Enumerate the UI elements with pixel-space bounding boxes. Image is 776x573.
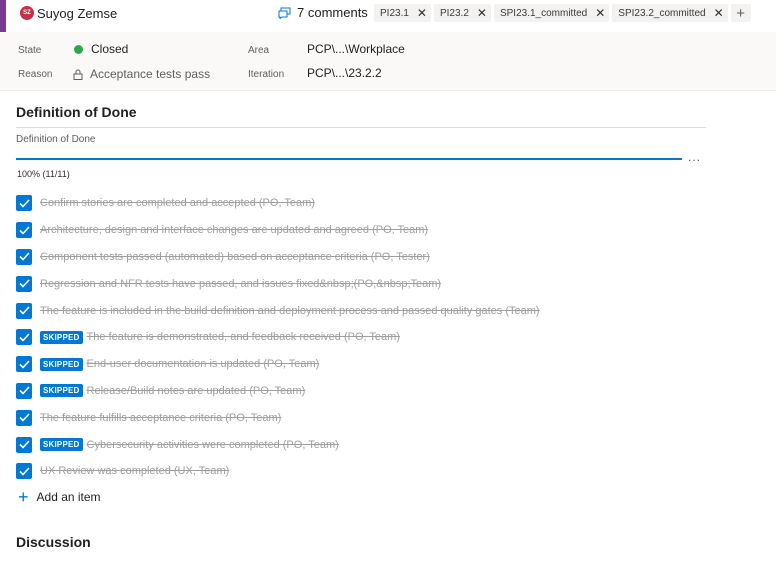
tag[interactable]: [612, 4, 727, 22]
checkmark-icon: [19, 360, 30, 369]
checkmark-icon: [19, 252, 30, 261]
comments-count: 7 comments: [297, 5, 368, 20]
checklist-item: [16, 378, 540, 405]
state-label: State: [18, 45, 42, 56]
state-value: Closed: [91, 42, 129, 56]
iteration-value: PCP\...\23.2.2: [307, 66, 382, 80]
lock-icon: [73, 69, 83, 80]
checklist-checkbox[interactable]: [16, 356, 32, 372]
state-status-icon: [74, 45, 83, 54]
section-title[interactable]: Definition of Done: [16, 104, 137, 120]
checkmark-icon: [19, 306, 30, 315]
checklist-checkbox[interactable]: [16, 437, 32, 453]
progress-text: 100% (11/11): [17, 169, 70, 179]
checklist-item: [16, 404, 540, 431]
discussion-title: Discussion: [16, 534, 91, 550]
tag[interactable]: [374, 4, 431, 22]
remove-tag-icon[interactable]: ✕: [476, 6, 487, 20]
checkmark-icon: [19, 226, 30, 235]
checklist-item-text[interactable]: Regression and NFR tests have passed, and issues fixed&nbsp;(PO,&nbsp;Team): [40, 277, 442, 290]
checklist-checkbox[interactable]: [16, 303, 32, 319]
comments-link[interactable]: [278, 5, 368, 20]
iteration-label: Iteration: [248, 69, 285, 80]
tag-label: PI23.1: [380, 7, 409, 19]
more-options-icon[interactable]: ...: [688, 150, 702, 164]
checklist-checkbox[interactable]: [16, 410, 32, 426]
add-tag-button[interactable]: [731, 4, 751, 22]
checklist-item-text[interactable]: UX Review was completed (UX, Team): [40, 465, 230, 478]
tag[interactable]: [494, 4, 609, 22]
progress-bar-fill: [16, 158, 682, 160]
reason-value: Acceptance tests pass: [90, 67, 211, 81]
checklist-item: [16, 270, 540, 297]
reason-field: [73, 67, 210, 81]
section-divider: [16, 127, 706, 128]
checklist-checkbox[interactable]: [16, 222, 32, 238]
checklist-checkbox[interactable]: [16, 195, 32, 211]
checkmark-icon: [19, 199, 30, 208]
checklist-item-text[interactable]: Architecture, design and interface changes are updated and agreed (PO, Team): [40, 224, 429, 237]
checklist-item-text[interactable]: Release/Build notes are updated (PO, Team): [86, 384, 306, 397]
checklist-item: [16, 244, 540, 271]
work-item-header: [0, 0, 776, 32]
checklist-item-text[interactable]: End-user documentation is updated (PO, Team): [86, 358, 320, 371]
checklist-checkbox[interactable]: [16, 463, 32, 479]
checklist-item: [16, 351, 540, 378]
area-field[interactable]: [307, 42, 405, 56]
skipped-badge: SKIPPED: [40, 384, 83, 397]
checkmark-icon: [19, 386, 30, 395]
plus-icon: +: [18, 487, 29, 507]
state-dropdown[interactable]: [74, 42, 128, 56]
work-item-fields: [0, 32, 776, 91]
checkmark-icon: [19, 333, 30, 342]
skipped-badge: SKIPPED: [40, 438, 83, 451]
tag-label: SPI23.1_committed: [499, 7, 588, 19]
checklist-item: [16, 431, 540, 458]
checklist-item-text[interactable]: The feature fulfills acceptance criteria (PO, Team): [40, 411, 282, 424]
area-value: PCP\...\Workplace: [307, 42, 405, 56]
tag-label: PI23.2: [439, 7, 469, 19]
add-item-button[interactable]: [18, 487, 101, 507]
checklist-item-text[interactable]: Confirm stories are completed and accepted (PO, Team): [40, 197, 315, 210]
checklist-checkbox[interactable]: [16, 276, 32, 292]
remove-tag-icon[interactable]: ✕: [595, 6, 606, 20]
skipped-badge: SKIPPED: [40, 331, 83, 344]
tag-label: SPI23.2_committed: [618, 7, 706, 19]
tag[interactable]: [434, 4, 491, 22]
checkmark-icon: [19, 413, 30, 422]
checklist-checkbox[interactable]: [16, 249, 32, 265]
checklist-item: [16, 297, 540, 324]
checklist-title: Definition of Done: [16, 134, 96, 145]
checkmark-icon: [19, 467, 30, 476]
add-item-label: Add an item: [36, 490, 101, 504]
checklist-item: [16, 324, 540, 351]
comment-icon: [278, 7, 291, 19]
checklist-item-text[interactable]: The feature is demonstrated, and feedback received (PO, Team): [86, 331, 400, 344]
checklist-checkbox[interactable]: [16, 383, 32, 399]
progress-bar: [16, 158, 682, 160]
checklist-item-text[interactable]: The feature is included in the build definition and deployment process and passed quality gates (Team): [40, 304, 540, 317]
checklist-item: [16, 458, 540, 485]
skipped-badge: SKIPPED: [40, 358, 83, 371]
assignee-name[interactable]: Suyog Zemse: [37, 6, 118, 21]
checkmark-icon: [19, 440, 30, 449]
remove-tag-icon[interactable]: ✕: [416, 6, 427, 20]
reason-label: Reason: [18, 69, 53, 80]
checklist-item-text[interactable]: Component tests passed (automated) based on acceptance criteria (PO, Tester): [40, 250, 430, 263]
plus-icon: +: [736, 4, 745, 22]
checklist-item: [16, 190, 540, 217]
avatar[interactable]: SZ: [20, 6, 34, 20]
checklist-checkbox[interactable]: [16, 329, 32, 345]
tag-list: [374, 4, 751, 22]
remove-tag-icon[interactable]: ✕: [713, 6, 724, 20]
area-label: Area: [248, 45, 270, 56]
checklist-item: [16, 217, 540, 244]
checklist-items: [16, 190, 540, 485]
checklist-item-text[interactable]: Cybersecurity activities were completed (PO, Team): [86, 438, 339, 451]
iteration-field[interactable]: [307, 66, 382, 80]
checkmark-icon: [19, 279, 30, 288]
